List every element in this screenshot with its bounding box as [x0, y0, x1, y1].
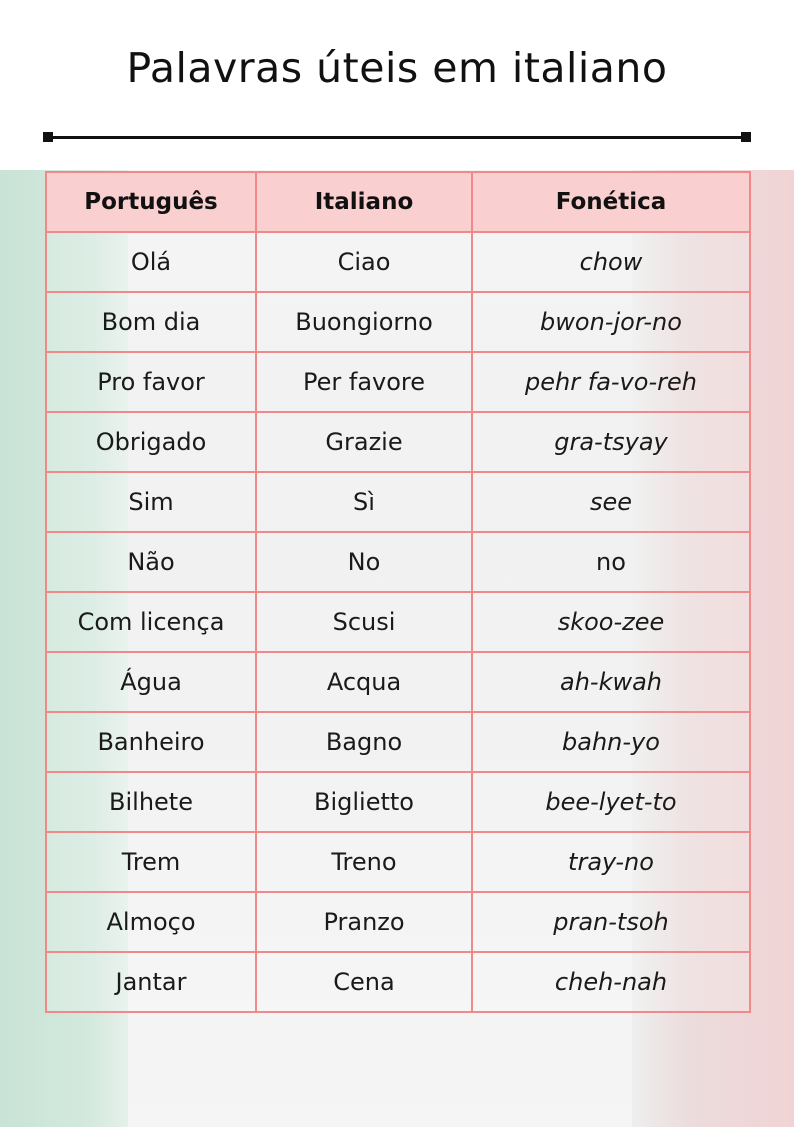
table-row [46, 952, 750, 1012]
phonetic-cell: tray-no [472, 832, 750, 892]
portuguese-cell: Não [46, 532, 256, 592]
italian-cell: Biglietto [256, 772, 472, 832]
phonetic-cell: bwon-jor-no [472, 292, 750, 352]
phonetic-cell: ah-kwah [472, 652, 750, 712]
phonetic-cell: skoo-zee [472, 592, 750, 652]
phonetic-cell: chow [472, 232, 750, 292]
table-row [46, 712, 750, 772]
table-header-row [46, 172, 750, 232]
portuguese-cell: Bom dia [46, 292, 256, 352]
italian-cell: Scusi [256, 592, 472, 652]
portuguese-cell: Água [46, 652, 256, 712]
portuguese-cell: Obrigado [46, 412, 256, 472]
table-row [46, 592, 750, 652]
phonetic-cell: no [472, 532, 750, 592]
portuguese-cell: Banheiro [46, 712, 256, 772]
divider-end-left [43, 132, 53, 142]
table-row [46, 652, 750, 712]
table-body [46, 232, 750, 1012]
portuguese-cell: Bilhete [46, 772, 256, 832]
divider-end-right [741, 132, 751, 142]
italian-cell: Treno [256, 832, 472, 892]
table-row [46, 892, 750, 952]
italian-cell: Buongiorno [256, 292, 472, 352]
phonetic-cell: bee-lyet-to [472, 772, 750, 832]
phonetic-cell: cheh-nah [472, 952, 750, 1012]
phonetic-cell: see [472, 472, 750, 532]
table-row [46, 772, 750, 832]
portuguese-cell: Trem [46, 832, 256, 892]
portuguese-cell: Olá [46, 232, 256, 292]
italian-cell: Sì [256, 472, 472, 532]
italian-cell: Pranzo [256, 892, 472, 952]
phonetic-cell: pehr fa-vo-reh [472, 352, 750, 412]
portuguese-cell: Almoço [46, 892, 256, 952]
italian-cell: No [256, 532, 472, 592]
table-row [46, 412, 750, 472]
page-title: Palavras úteis em italiano [126, 44, 668, 92]
table-row [46, 472, 750, 532]
table-row [46, 352, 750, 412]
italian-cell: Ciao [256, 232, 472, 292]
italian-cell: Acqua [256, 652, 472, 712]
header-portuguese: Português [46, 172, 256, 232]
table-row [46, 292, 750, 352]
header-phonetic: Fonética [472, 172, 750, 232]
portuguese-cell: Com licença [46, 592, 256, 652]
phonetic-cell: gra-tsyay [472, 412, 750, 472]
portuguese-cell: Jantar [46, 952, 256, 1012]
table-row [46, 832, 750, 892]
header-italian: Italiano [256, 172, 472, 232]
phonetic-cell: bahn-yo [472, 712, 750, 772]
italian-cell: Bagno [256, 712, 472, 772]
portuguese-cell: Sim [46, 472, 256, 532]
table-row [46, 532, 750, 592]
italian-cell: Per favore [256, 352, 472, 412]
italian-cell: Cena [256, 952, 472, 1012]
table-row [46, 232, 750, 292]
portuguese-cell: Pro favor [46, 352, 256, 412]
vocabulary-table [45, 171, 751, 1013]
italian-cell: Grazie [256, 412, 472, 472]
phonetic-cell: pran-tsoh [472, 892, 750, 952]
title-divider [45, 136, 749, 139]
